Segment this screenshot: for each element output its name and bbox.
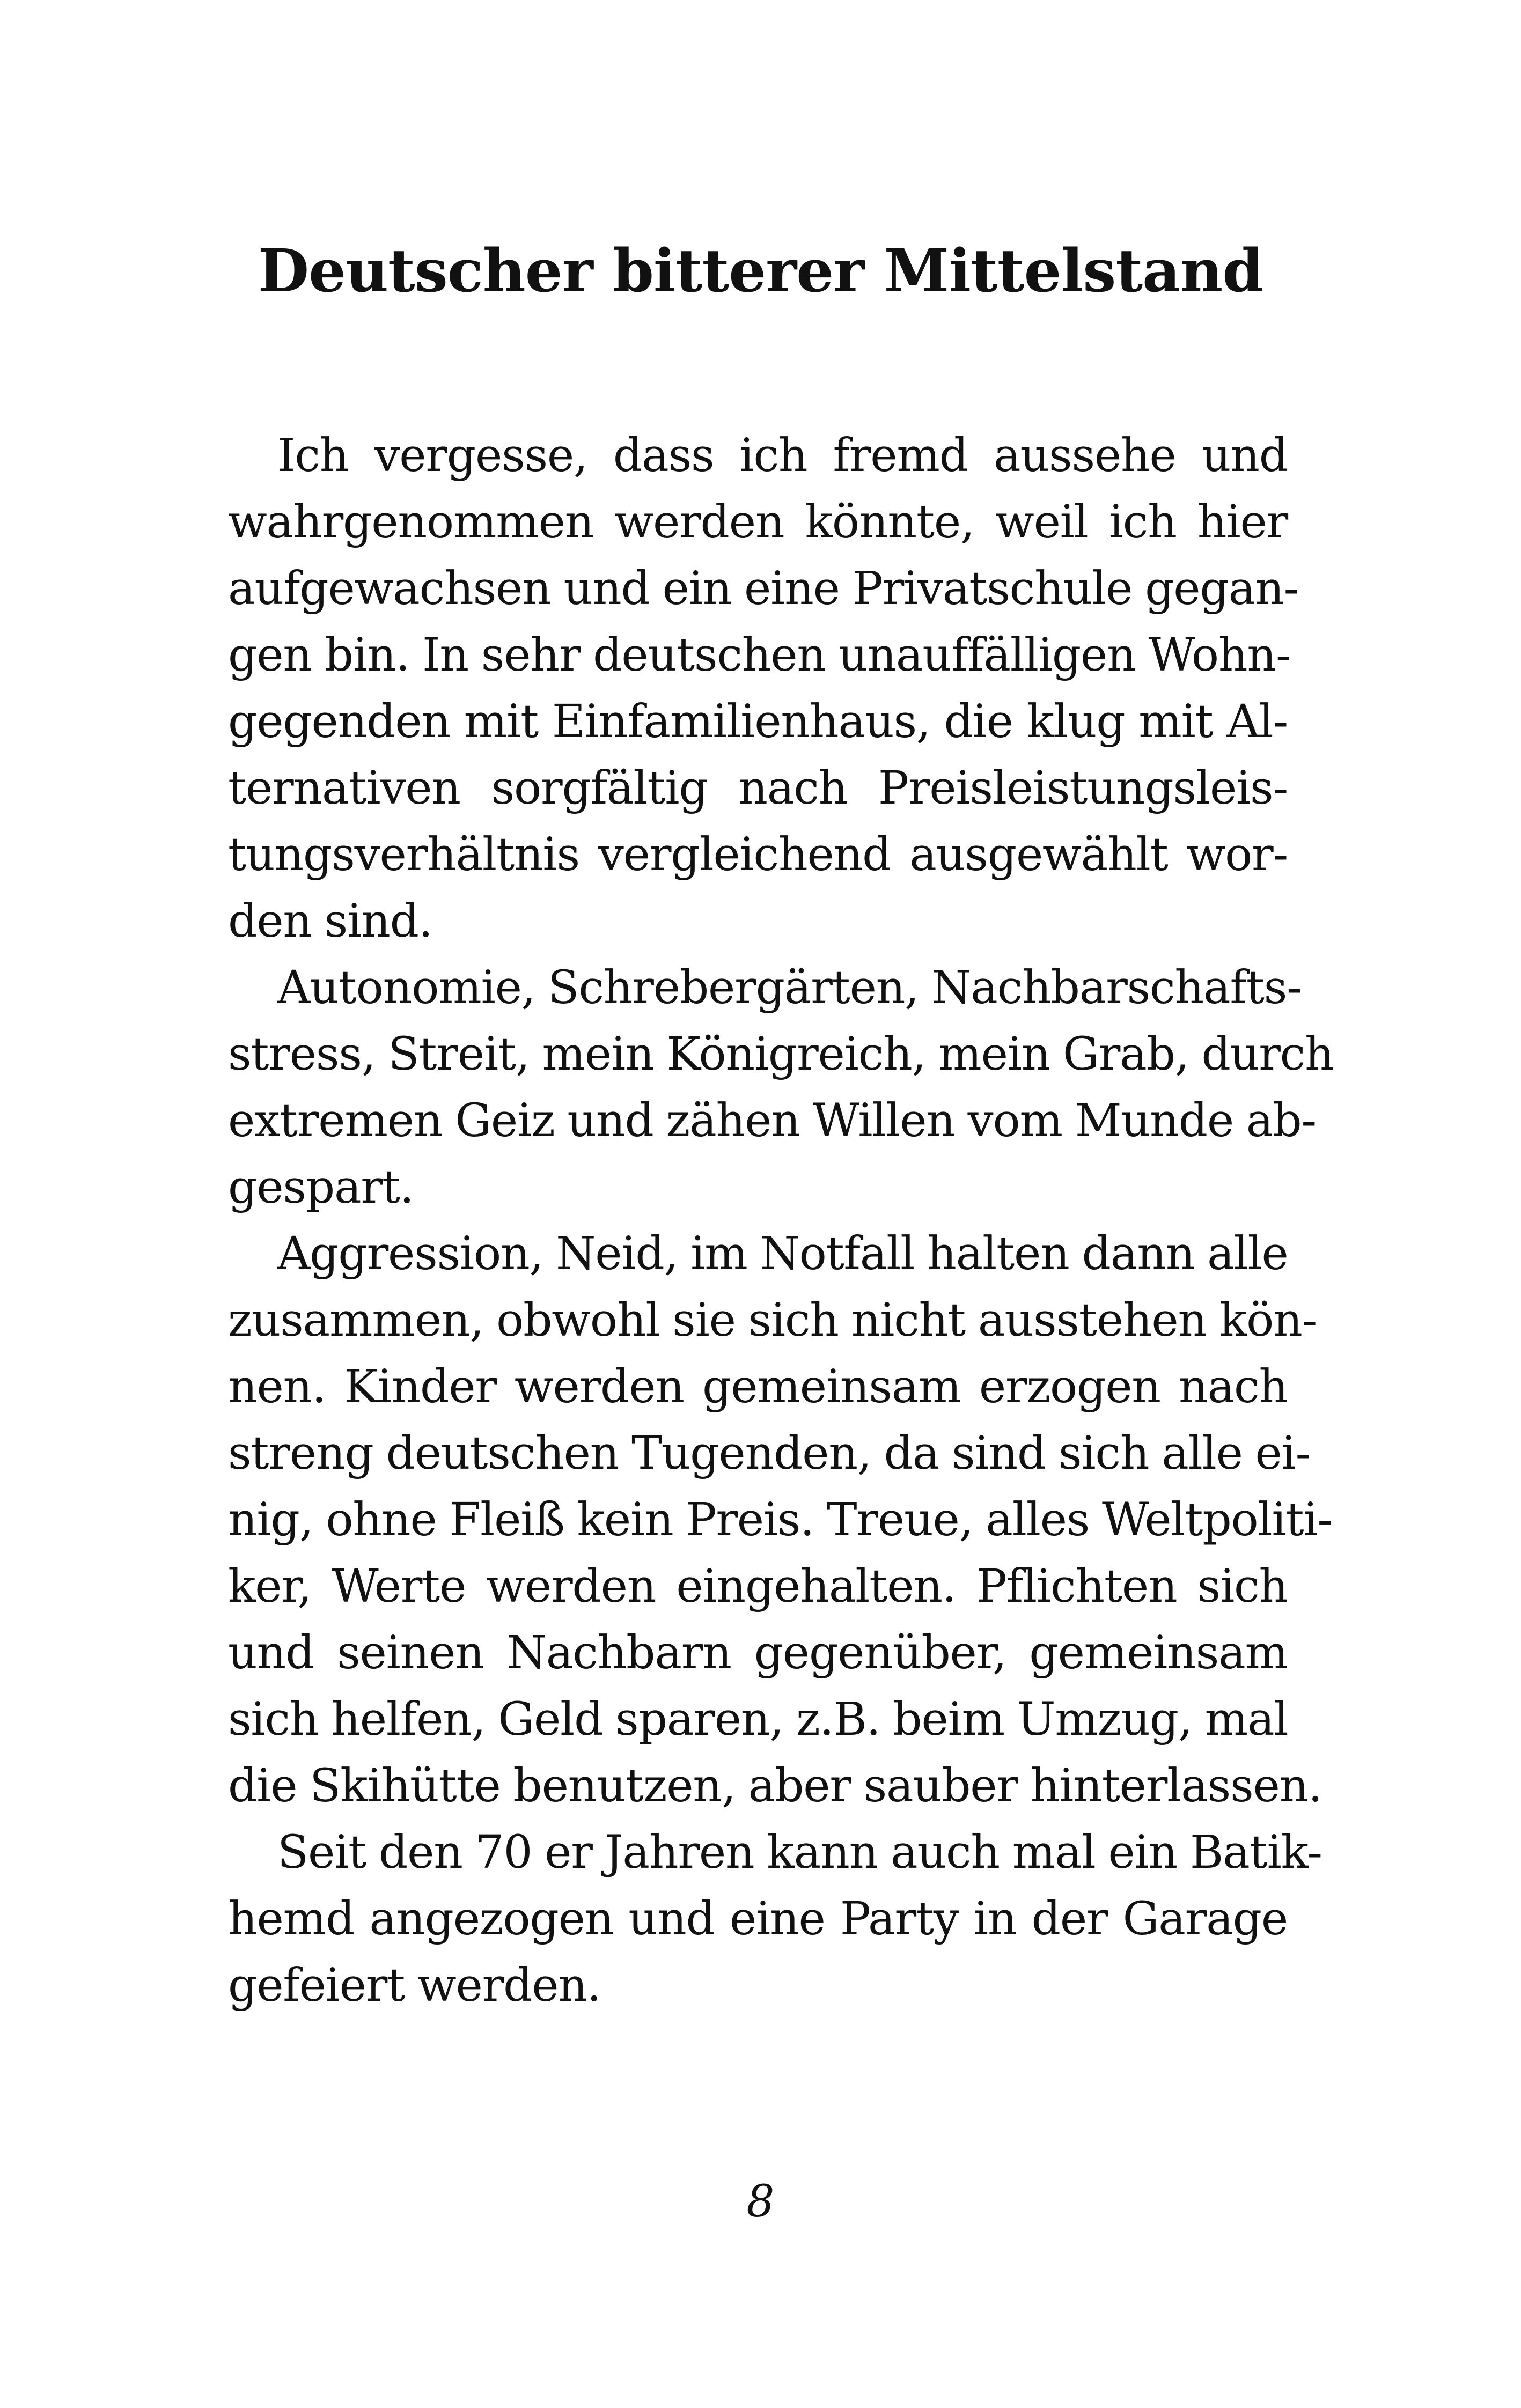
text-line: die Skihütte benutzen, aber sauber hinterlassen.	[228, 1759, 1322, 1813]
text-line: sich helfen, Geld sparen, z.B. beim Umzug, mal	[228, 1693, 1288, 1746]
paragraph	[228, 1221, 1332, 1820]
text-line: ker, Werte werden eingehalten. Pflichten sich	[228, 1560, 1288, 1613]
text-line: gespart.	[228, 1161, 414, 1214]
text-line: ternativen sorgfältig nach Preisleistungsleis-	[228, 762, 1288, 815]
paragraph	[228, 1820, 1322, 2019]
text-line: streng deutschen Tugenden, da sind sich alle ei-	[228, 1427, 1311, 1480]
paragraph	[228, 423, 1299, 955]
text-line: gegenden mit Einfamilienhaus, die klug mit Al-	[228, 695, 1288, 748]
text-line: tungsverhältnis vergleichend ausgewählt wor-	[228, 828, 1288, 881]
text-line: hemd angezogen und eine Party in der Garage	[228, 1892, 1288, 1946]
text-line: zusammen, obwohl sie sich nicht ausstehen kön-	[228, 1294, 1317, 1347]
text-line: Autonomie, Schrebergärten, Nachbarschafts-	[277, 961, 1302, 1014]
text-line: Ich vergesse, dass ich fremd aussehe und	[277, 429, 1288, 482]
text-line: wahrgenommen werden könnte, weil ich hier	[228, 496, 1288, 549]
text-line: extremen Geiz und zähen Willen vom Munde ab-	[228, 1094, 1316, 1147]
text-line: Aggression, Neid, im Notfall halten dann alle	[277, 1227, 1288, 1280]
paragraph	[228, 955, 1334, 1221]
text-line: aufgewachsen und ein eine Privatschule gegan-	[228, 562, 1299, 615]
text-line: den sind.	[228, 895, 432, 948]
text-line: und seinen Nachbarn gegenüber, gemeinsam	[228, 1626, 1288, 1680]
text-line: gen bin. In sehr deutschen unauffälligen Wohn-	[228, 629, 1291, 682]
text-line: nig, ohne Fleiß kein Preis. Treue, alles Weltpoliti-	[228, 1493, 1332, 1547]
text-line: Seit den 70 er Jahren kann auch mal ein Batik-	[277, 1826, 1322, 1879]
body-text	[228, 423, 1334, 2019]
text-line: nen. Kinder werden gemeinsam erzogen nach	[228, 1360, 1288, 1413]
text-line: stress, Streit, mein Königreich, mein Grab, durch	[228, 1028, 1334, 1081]
text-line: gefeiert werden.	[228, 1959, 601, 2012]
page-number: 8	[746, 2176, 775, 2227]
chapter-title: Deutscher bitterer Mittelstand	[258, 236, 1263, 305]
